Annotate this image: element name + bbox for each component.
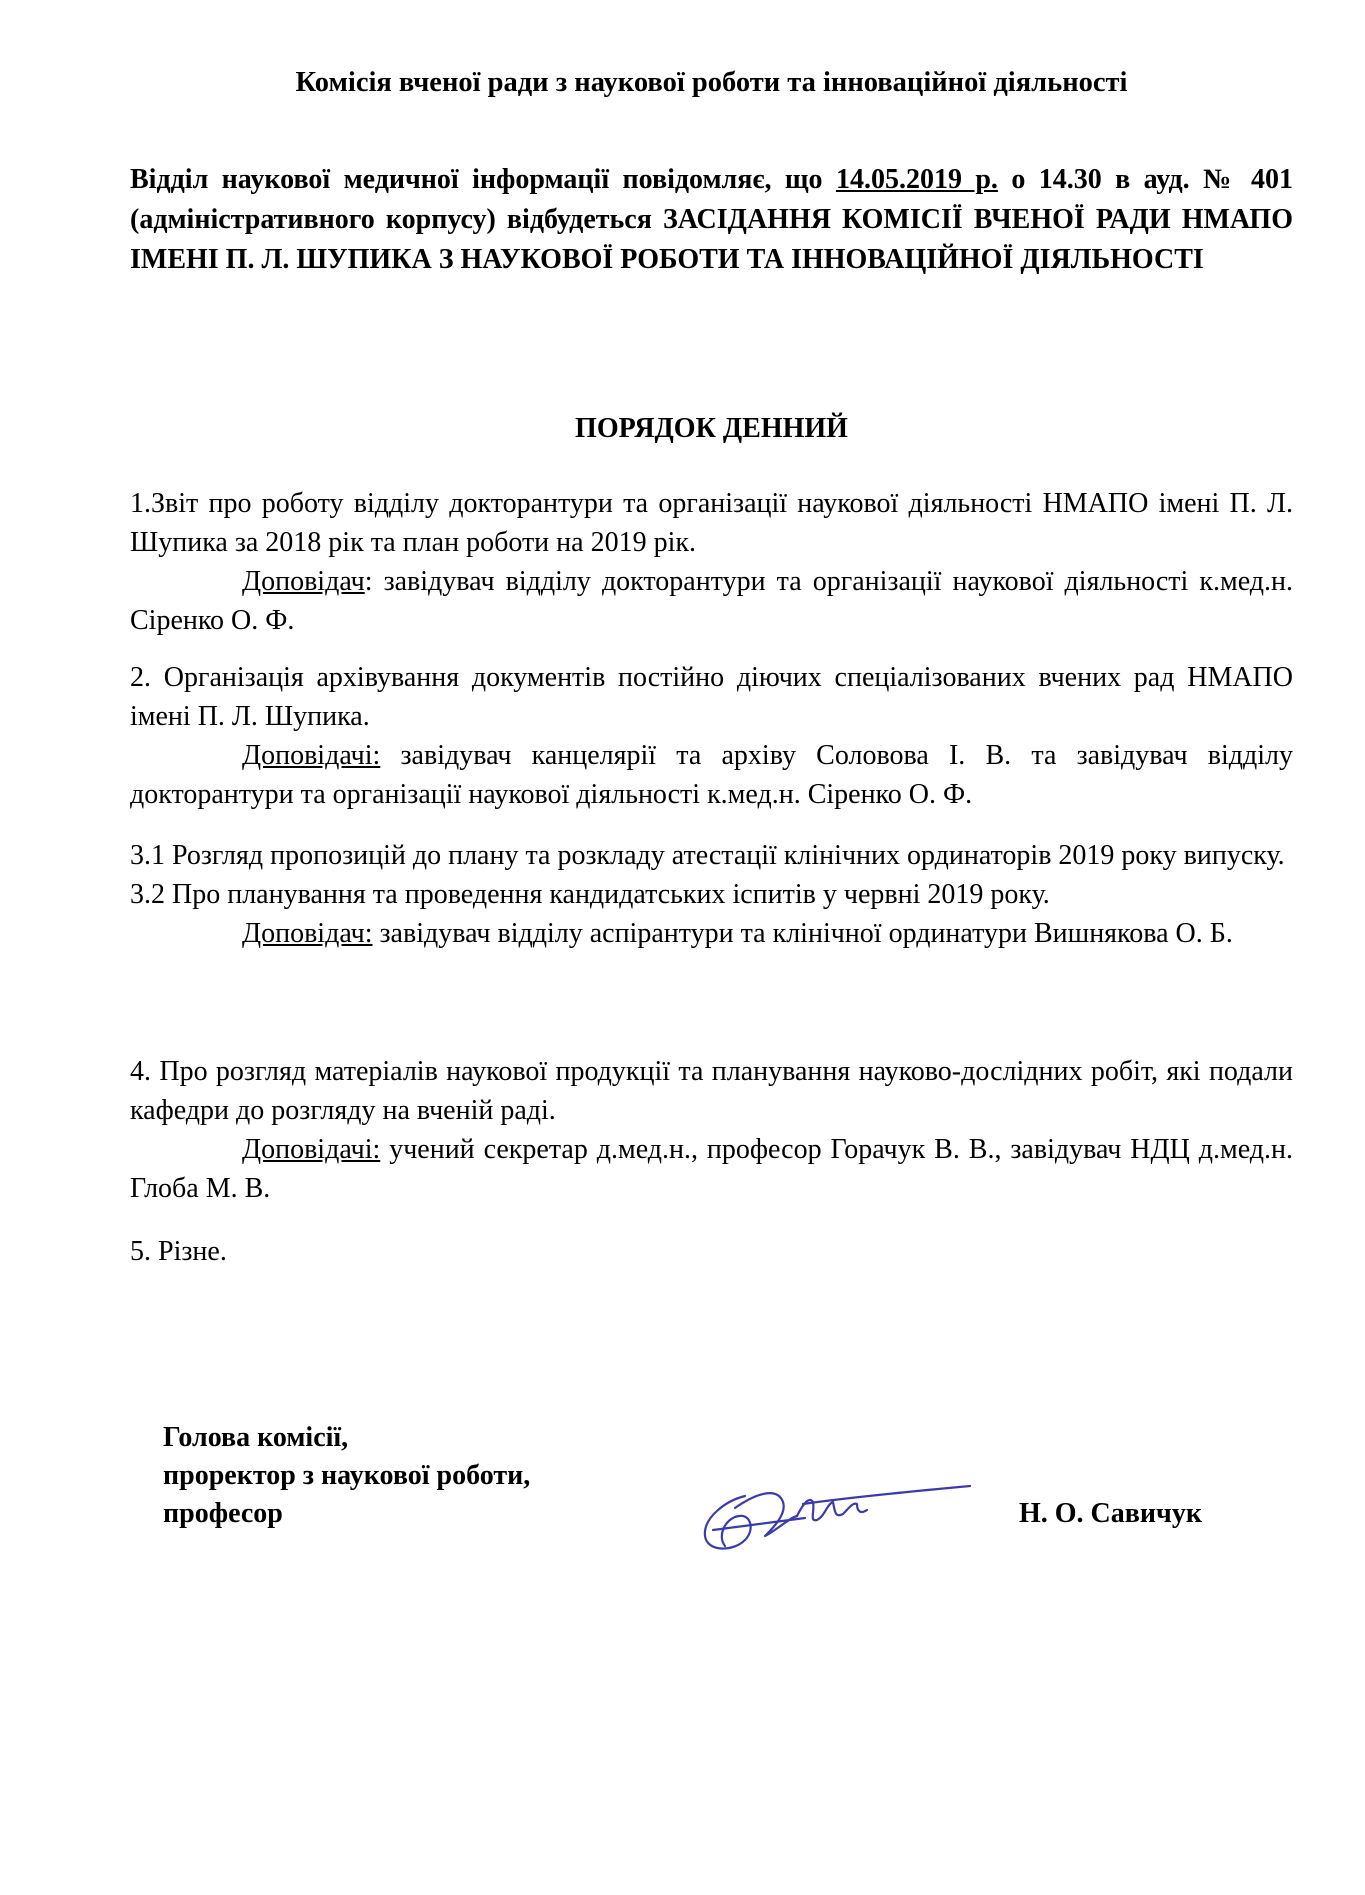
signature-stroke <box>705 1496 751 1549</box>
agenda-item-text: 2. Організація архівування документів постійно діючих спеціалізованих вчених рад НМАПО імені П. Л. Шупика. <box>130 662 1293 732</box>
speaker-label: Доповідачі: <box>242 1134 381 1165</box>
signatory-line-2: проректор з наукової роботи, <box>163 1460 531 1491</box>
agenda-item-3-1: 3.1 Розгляд пропозицій до плану та розкладу атестації клінічних ординаторів 2019 року випуску. <box>130 840 1285 871</box>
agenda-item-speaker <box>130 914 1293 953</box>
agenda-title: ПОРЯДОК ДЕННИЙ <box>575 413 848 444</box>
signatory-line-1: Голова комісії, <box>163 1422 349 1453</box>
speaker-text: завідувач відділу аспірантури та клінічної ординатури Вишнякова О. Б. <box>372 918 1233 949</box>
document-title: Комісія вченої ради з наукової роботи та інноваційної діяльності <box>295 67 1128 98</box>
agenda-item-speaker <box>130 1130 1293 1208</box>
agenda-item-1 <box>130 484 1293 640</box>
signatory-line-3: професор <box>163 1498 283 1529</box>
announcement-lead: Відділ наукової медичної інформації повідомляє, що <box>130 164 836 195</box>
agenda-item-2 <box>130 658 1293 814</box>
agenda-item-text: 4. Про розгляд матеріалів наукової продукції та планування науково-дослідних робіт, які подали кафедри до розгляду на вченій раді. <box>130 1056 1293 1126</box>
signature-stroke <box>735 1493 797 1536</box>
announcement <box>130 160 1293 280</box>
announcement-rest: о 14.30 в ауд. № 401 (адміністративного корпусу) відбудеться ЗАСІДАННЯ КОМІСІЇ ВЧЕНОЇ РАДИ НМАПО ІМЕНІ П. Л. ШУПИКА З НАУКОВОЇ РОБОТИ ТА ІННОВАЦІЙНОЇ ДІЯЛЬНОСТІ <box>130 164 1293 275</box>
speaker-text: учений секретар д.мед.н., професор Горачук В. В., завідувач НДЦ д.мед.н. Глоба М. В. <box>130 1134 1293 1204</box>
speaker-label: Доповідачі: <box>242 740 381 771</box>
agenda-item-4 <box>130 1052 1293 1208</box>
agenda-item-speaker <box>130 562 1293 640</box>
agenda-item-5 <box>130 1232 1293 1271</box>
signatory-block <box>163 1419 530 1533</box>
speaker-label: Доповідач: <box>242 918 373 949</box>
signatory-name: Н. О. Савичук <box>1019 1498 1202 1529</box>
agenda-item-3-2: 3.2 Про планування та проведення кандидатських іспитів у червні 2019 року. <box>130 879 1050 910</box>
agenda-item-text: 5. Різне. <box>130 1236 227 1267</box>
agenda-item-text: 1.Звіт про роботу відділу докторантури та організації наукової діяльності НМАПО імені П. Л. Шупика за 2018 рік та план роботи на 2019 рік. <box>130 488 1293 558</box>
meeting-date: 14.05.2019 р. <box>835 164 998 195</box>
agenda-item-3 <box>130 836 1293 953</box>
speaker-text: завідувач канцелярії та архіву Соловова І. В. та завідувач відділу докторантури та організації наукової діяльності к.мед.н. Сіренко О. Ф. <box>130 740 1293 810</box>
speaker-text: : завідувач відділу докторантури та організації наукової діяльності к.мед.н. Сіренко О. Ф. <box>130 566 1293 636</box>
speaker-label: Доповідач <box>242 566 365 597</box>
handwritten-signature <box>685 1456 985 1566</box>
signature-stroke <box>803 1486 970 1504</box>
agenda-item-speaker <box>130 736 1293 814</box>
